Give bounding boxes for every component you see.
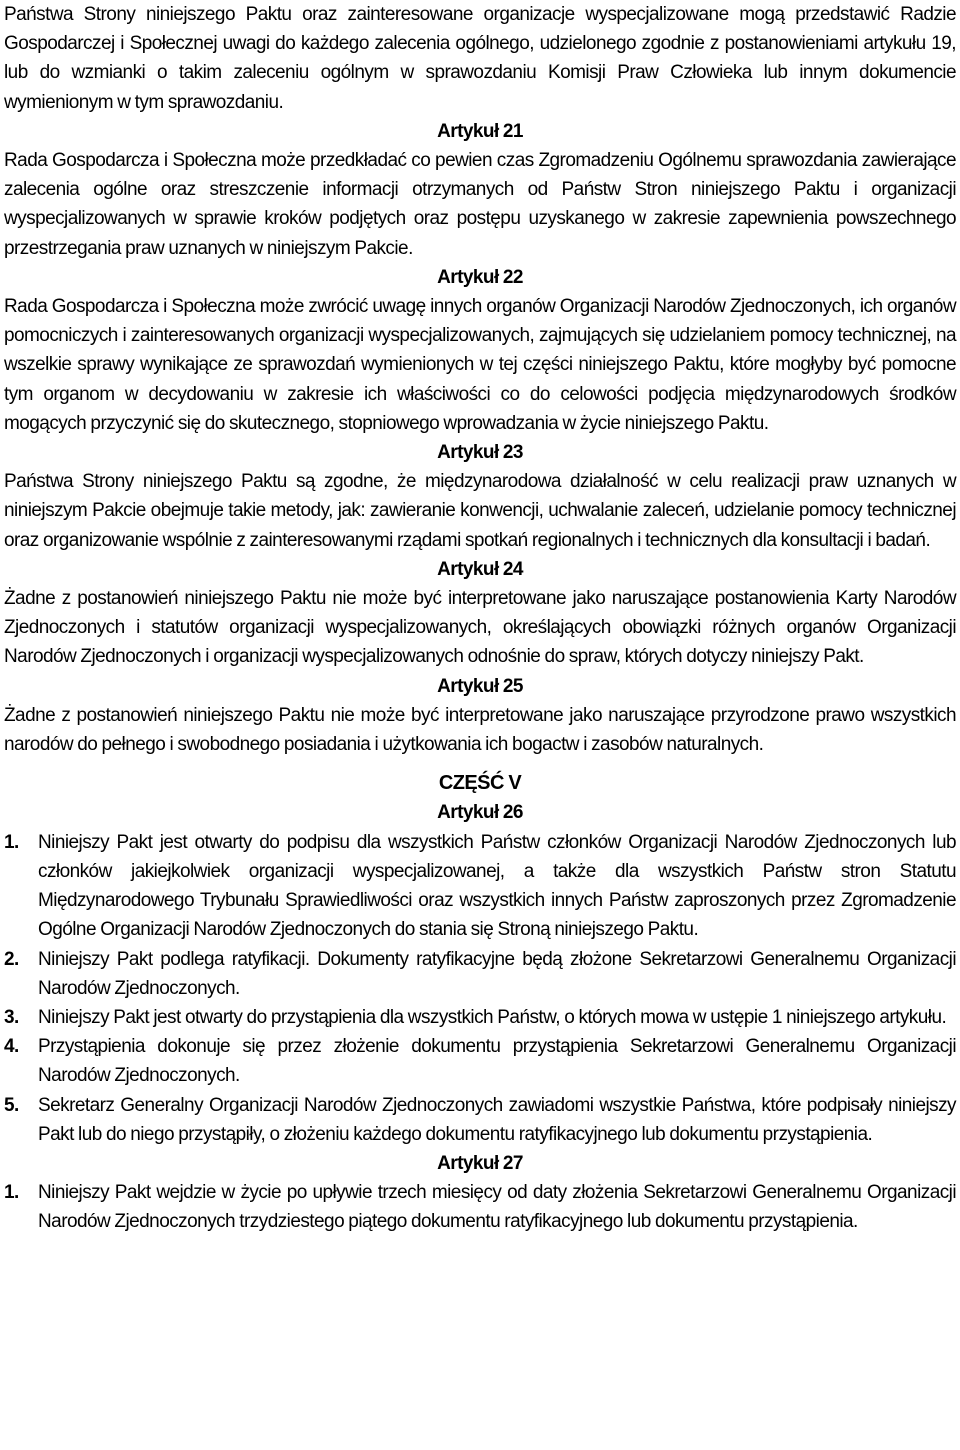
list-item-number: 4.	[4, 1036, 19, 1058]
article-25-text: Żadne z postanowień niniejszego Paktu nie może być interpretowane jako naruszające przyrodzone prawo wszystkich narodów do pełnego i swobodnego posiadania i użytkowania ich bogactw i zasobów naturalnych.	[4, 704, 956, 756]
list-item	[4, 1091, 956, 1149]
article-23-title: Artykuł 23	[437, 442, 523, 464]
list-item-text: Niniejszy Pakt jest otwarty do przystąpienia dla wszystkich Państw, o których mowa w ustępie 1 niniejszego artykułu.	[38, 1006, 947, 1028]
article-22-title: Artykuł 22	[437, 266, 523, 288]
list-item-number: 1.	[4, 831, 19, 853]
article-23-text: Państwa Strony niniejszego Paktu są zgodne, że międzynarodowa działalność w celu realizacji praw uznanych w niniejszym Pakcie obejmuje takie metody, jak: zawieranie konwencji, uchwalanie zaleceń, udzielanie pomocy technicznej oraz organizowanie wspólnie z zainteresowanymi rządami spotkań regionalnych i technicznych dla konsultacji i badań.	[4, 471, 956, 551]
list-item	[4, 945, 956, 1003]
part-5-heading: CZĘŚĆ V	[438, 772, 522, 795]
article-24-text: Żadne z postanowień niniejszego Paktu nie może być interpretowane jako naruszające postanowienia Karty Narodów Zjednoczonych i statutów organizacji wyspecjalizowanych, określających obowiązki różnych organów Organizacji Narodów Zjednoczonych i organizacji wyspecjalizowanych odnośnie do spraw, których dotyczy niniejszy Pakt.	[4, 588, 956, 668]
list-item-number: 1.	[4, 1182, 19, 1204]
list-item	[4, 1032, 956, 1090]
list-item-text: Niniejszy Pakt podlega ratyfikacji. Dokumenty ratyfikacyjne będą złożone Sekretarzowi Generalnemu Organizacji Narodów Zjednoczonych.	[38, 948, 956, 999]
list-item-text: Niniejszy Pakt wejdzie w życie po upływie trzech miesięcy od daty złożenia Sekretarzowi Generalnemu Organizacji Narodów Zjednoczonych trzydziestego piątego dokumentu ratyfikacyjnego lub dokumentu przystąpienia.	[38, 1182, 956, 1233]
article-26-list	[4, 828, 956, 1149]
article-21-text: Rada Gospodarcza i Społeczna może przedkładać co pewien czas Zgromadzeniu Ogólnemu sprawozdania zawierające zalecenia ogólne oraz streszczenie informacji otrzymanych od Państw Stron niniejszego Paktu i organizacji wyspecjalizowanych w sprawie kroków podjętych oraz postępu uzyskanego w zakresie zapewnienia powszechnego przestrzegania praw uznanych w niniejszym Pakcie.	[4, 150, 956, 259]
list-item	[4, 1178, 956, 1236]
article-27-title: Artykuł 27	[437, 1152, 523, 1174]
list-item-number: 2.	[4, 948, 19, 970]
article-27-list	[4, 1178, 956, 1236]
intro-paragraph: Państwa Strony niniejszego Paktu oraz zainteresowane organizacje wyspecjalizowane mogą przedstawić Radzie Gospodarczej i Społecznej uwagi do każdego zalecenia ogólnego, udzielonego zgodnie z postanowieniami artykułu 19, lub do wzmianki o takim zaleceniu ogólnym w sprawozdaniu Komisji Praw Człowieka lub innym dokumencie wymienionym w tym sprawozdaniu.	[4, 4, 956, 113]
list-item-text: Sekretarz Generalny Organizacji Narodów Zjednoczonych zawiadomi wszystkie Państwa, które podpisały niniejszy Pakt lub do niego przystąpiły, o złożeniu każdego dokumentu ratyfikacyjnego lub dokumentu przystąpienia.	[38, 1094, 956, 1145]
list-item-text: Niniejszy Pakt jest otwarty do podpisu dla wszystkich Państw członków Organizacji Narodów Zjednoczonych lub członków jakiejkolwiek organizacji wyspecjalizowanej, a także dla wszystkich Państw stron Statutu Międzynarodowego Trybunału Sprawiedliwości oraz wszystkich innych Państw zaproszonych przez Zgromadzenie Ogólne Organizacji Narodów Zjednoczonych do stania się Stroną niniejszego Paktu.	[38, 831, 956, 941]
article-21-title: Artykuł 21	[437, 120, 523, 142]
article-24-title: Artykuł 24	[437, 558, 523, 580]
list-item-text: Przystąpienia dokonuje się przez złożenie dokumentu przystąpienia Sekretarzowi Generalnemu Organizacji Narodów Zjednoczonych.	[38, 1036, 956, 1087]
list-item-number: 5.	[4, 1094, 19, 1116]
list-item-number: 3.	[4, 1006, 19, 1028]
article-22-text: Rada Gospodarcza i Społeczna może zwrócić uwagę innych organów Organizacji Narodów Zjednoczonych, ich organów pomocniczych i zainteresowanych organizacji wyspecjalizowanych, zajmujących się udzielaniem pomocy technicznej, na wszelkie sprawy wynikające ze sprawozdań wymienionych w tej części niniejszego Paktu, które mogłyby być pomocne tym organom w decydowaniu w zakresie ich właściwości co do celowości podjęcia międzynarodowych środków mogących przyczynić się do skutecznego, stopniowego wprowadzania w życie niniejszego Paktu.	[4, 296, 956, 434]
article-25-title: Artykuł 25	[437, 675, 523, 697]
list-item	[4, 1003, 956, 1032]
article-26-title: Artykuł 26	[437, 802, 523, 824]
list-item	[4, 828, 956, 945]
